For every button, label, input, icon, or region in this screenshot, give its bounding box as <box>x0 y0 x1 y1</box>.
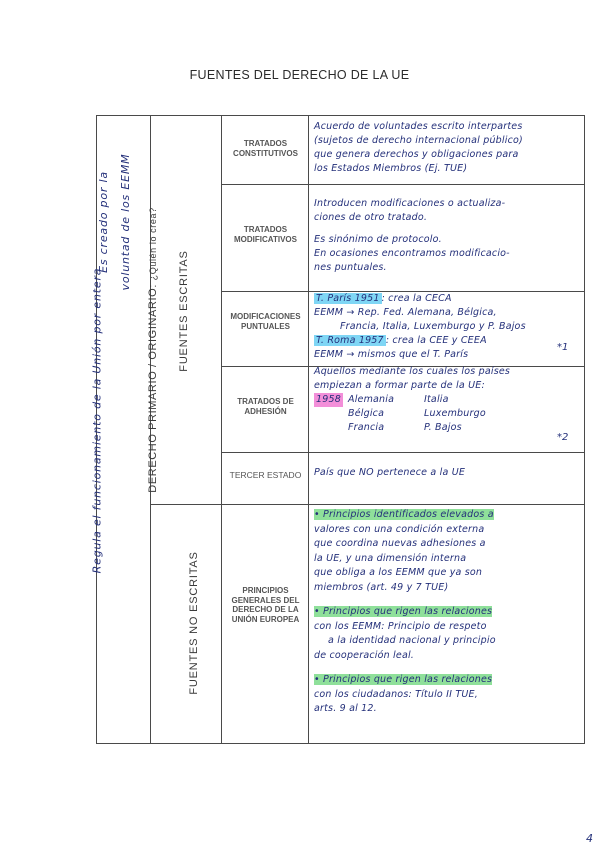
country-item: Luxemburgo <box>424 408 486 419</box>
desc-line: con los ciudadanos: Título II TUE, <box>314 688 478 700</box>
highlight-principle: • Principios identificados elevados a <box>314 509 494 520</box>
row-divider <box>221 184 584 185</box>
row-label-constitutive: TRATADOS CONSTITUTIVOS <box>233 139 298 158</box>
primary-law-question: ¿Quién lo crea? <box>148 207 158 281</box>
desc-line: EEMM → Rep. Fed. Alemana, Bélgica, <box>314 307 497 318</box>
handwritten-inner-note <box>93 62 137 382</box>
desc-accession <box>314 365 594 435</box>
desc-line: Es sinónimo de protocolo. <box>314 234 442 245</box>
principle-paragraph <box>314 605 582 620</box>
desc-constitutive <box>314 120 594 176</box>
highlight-principle: • Principios que rigen las relaciones <box>314 674 493 685</box>
highlight-year: 1958 <box>316 394 341 405</box>
row-label-punctual: MODIFICACIONES PUNTUALES <box>230 312 301 331</box>
desc-line: con los EEMM: Principio de respeto <box>314 620 487 632</box>
country-item: Alemania <box>348 394 395 405</box>
desc-line: Acuerdo de voluntades escrito interpartes <box>314 121 523 132</box>
category-written: FUENTES ESCRITAS <box>178 250 190 372</box>
footnote-ref-1: *1 <box>557 342 569 353</box>
row-label-third-state: TERCER ESTADO <box>229 470 302 480</box>
page-title: FUENTES DEL DERECHO DE LA UE <box>189 68 410 82</box>
desc-line: País que NO pertenece a la UE <box>314 467 466 478</box>
desc-line <box>314 292 594 306</box>
country-item: Italia <box>424 394 449 405</box>
desc-line: miembros (art. 49 y 7 TUE) <box>314 581 449 593</box>
desc-line: arts. 9 al 12. <box>314 703 377 714</box>
country-item: Francia <box>348 422 385 433</box>
desc-line: Introducen modificaciones o actualiza- <box>314 198 506 209</box>
handwritten-outer-note: Regula el funcionamiento de la Unión por entera <box>90 267 104 574</box>
accession-countries <box>314 393 594 435</box>
row-label-modificative: TRATADOS MODIFICATIVOS <box>234 225 297 244</box>
row-divider <box>150 504 584 505</box>
desc-line: (sujetos de derecho internacional público) <box>314 135 523 146</box>
category-unwritten: FUENTES NO ESCRITAS <box>188 551 200 695</box>
country-grid <box>348 393 594 435</box>
primary-law-label: DERECHO PRIMARIO / ORIGINARIO: <box>147 284 159 493</box>
desc-line: valores con una condición externa <box>314 523 485 535</box>
row-label-principles: PRINCIPIOS GENERALES DEL DERECHO DE LA UNIÓN EUROPEA <box>231 586 300 624</box>
desc-line: la UE, y una dimensión interna <box>314 552 467 564</box>
row-label-accession: TRATADOS DE ADHESIÓN <box>237 397 294 416</box>
column-divider <box>221 116 222 743</box>
country-item: Bélgica <box>348 408 385 419</box>
row-divider <box>221 452 584 453</box>
desc-text: : crea la CECA <box>381 293 452 304</box>
desc-line: EEMM → mismos que el T. París <box>314 349 469 360</box>
desc-line: empiezan a formar parte de la UE: <box>314 380 485 391</box>
desc-punctual <box>314 292 594 362</box>
desc-line: de cooperación leal. <box>314 649 415 661</box>
principle-paragraph <box>314 673 582 688</box>
handwritten-inner-line-2: voluntad de los EEMM <box>119 153 132 291</box>
desc-third-state <box>314 466 594 480</box>
desc-principles <box>314 508 582 717</box>
desc-line: los Estados Miembros (Ej. TUE) <box>314 163 468 174</box>
highlight-paris: T. París 1951 <box>316 293 380 304</box>
desc-line: que genera derechos y obligaciones para <box>314 149 519 160</box>
page-mark: 4 <box>586 832 593 845</box>
desc-text: : crea la CEE y CEEA <box>385 335 487 346</box>
desc-line: que obliga a los EEMM que ya son <box>314 567 483 578</box>
desc-line: En ocasiones encontramos modificacio- <box>314 248 510 259</box>
desc-line: nes puntuales. <box>314 262 387 273</box>
desc-line: a la identidad nacional y principio <box>328 635 496 646</box>
footnote-ref-2: *2 <box>557 432 569 443</box>
principle-paragraph <box>314 508 582 523</box>
desc-line: Francia, Italia, Luxemburgo y P. Bajos <box>340 321 526 332</box>
desc-line: que coordina nuevas adhesiones a <box>314 538 486 549</box>
desc-line: Aquellos mediante los cuales los países <box>314 366 511 377</box>
highlight-principle: • Principios que rigen las relaciones <box>314 606 493 617</box>
column-divider <box>308 116 309 743</box>
desc-line <box>314 334 594 348</box>
desc-modificative <box>314 197 594 275</box>
desc-line: ciones de otro tratado. <box>314 212 428 223</box>
highlight-roma: T. Roma 1957 <box>316 335 384 346</box>
primary-law-heading <box>147 110 159 590</box>
handwritten-inner-line-1: Es creado por la <box>97 171 110 273</box>
country-item: P. Bajos <box>424 422 462 433</box>
